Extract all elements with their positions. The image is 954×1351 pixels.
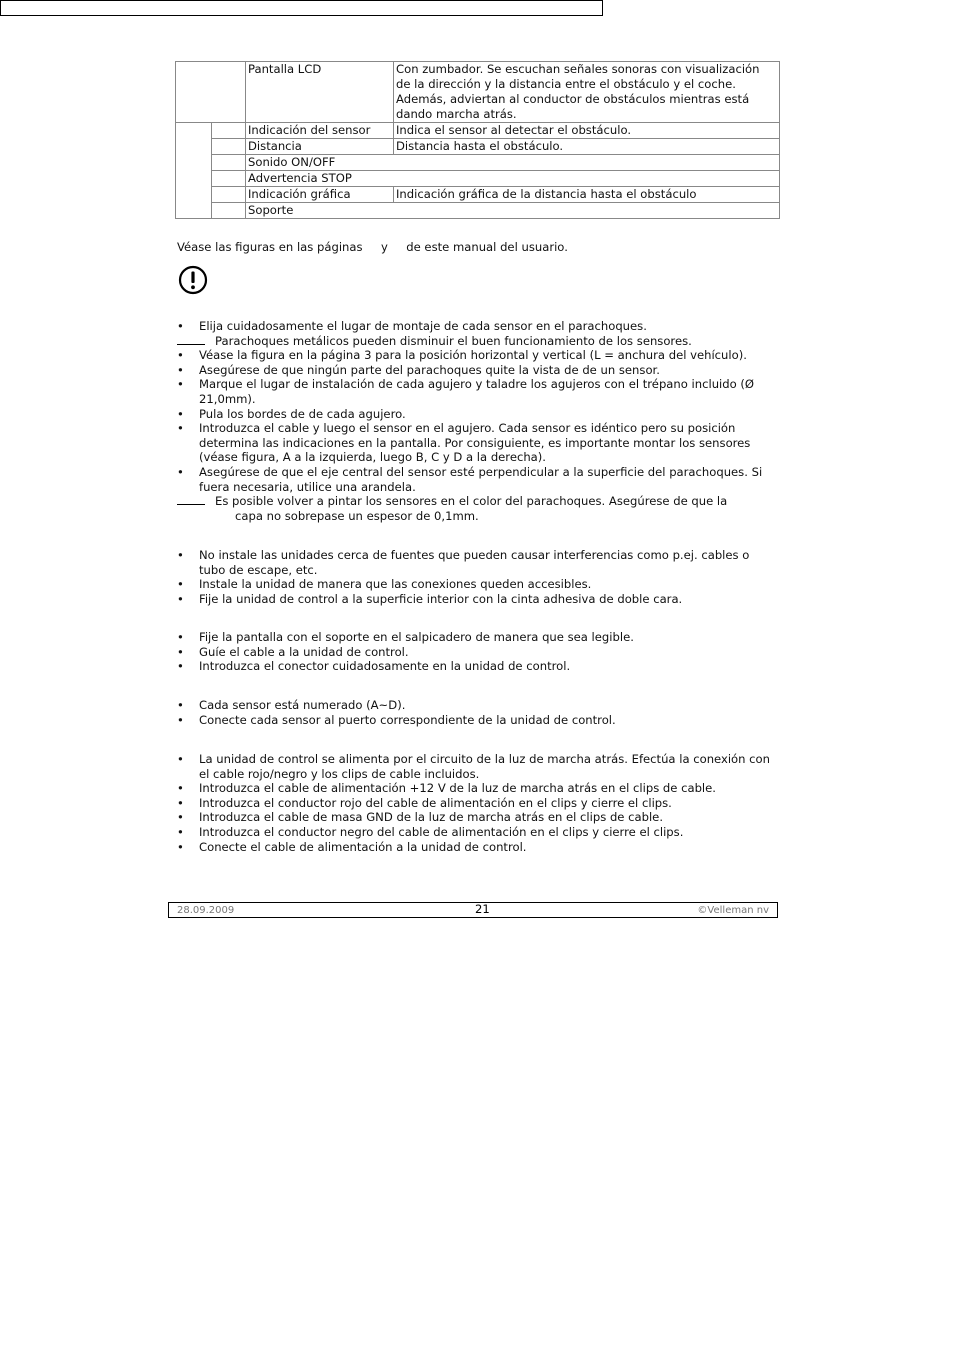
- bullet-icon: •: [177, 591, 184, 606]
- footer-date: 28.09.2009: [177, 905, 235, 916]
- list-item-text: Fije la pantalla con el soporte en el salpicadero de manera que sea legible.: [199, 630, 634, 644]
- list-item-text: Introduzca el conductor rojo del cable de alimentación en el clips y cierre el clips.: [199, 795, 672, 810]
- list-item: [177, 319, 777, 334]
- list-item-text: Pula los bordes de de cada agujero.: [199, 406, 406, 421]
- note-text-continued: capa no sobrepase un espesor de 0,1mm.: [235, 508, 479, 523]
- bullet-icon: •: [177, 824, 184, 839]
- header-box: [0, 0, 603, 16]
- note-item: [177, 334, 777, 349]
- list-item: [177, 713, 777, 728]
- list-item-text: No instale las unidades cerca de fuentes que pueden causar interferencias como p.ej. cables o tubo de escape, etc.: [199, 548, 750, 577]
- list-item-text: Fije la unidad de control a la superficie interior con la cinta adhesiva de doble cara.: [199, 591, 683, 606]
- list-item: [177, 377, 777, 406]
- note-item: [177, 494, 777, 523]
- bullet-icon: •: [177, 752, 184, 766]
- note-text: Parachoques metálicos pueden disminuir el buen funcionamiento de los sensores.: [215, 333, 692, 348]
- note-text: Es posible volver a pintar los sensores en el color del parachoques. Asegúrese de que la: [215, 494, 728, 509]
- table-cell-desc: Indicación gráfica de la distancia hasta el obstáculo: [394, 187, 780, 203]
- control-unit-list: [177, 548, 777, 606]
- list-item: [177, 840, 777, 855]
- exclamation-circle-icon: [178, 265, 208, 299]
- list-item: [177, 592, 777, 607]
- list-item-text: Introduzca el conductor negro del cable de alimentación en el clips y cierre el clips.: [199, 824, 684, 839]
- table-row: [176, 155, 780, 171]
- table-row: [176, 62, 780, 123]
- bullet-icon: •: [177, 698, 184, 712]
- list-item-text: Cada sensor está numerado (A~D).: [199, 698, 406, 712]
- bullet-icon: •: [177, 377, 184, 392]
- list-item: [177, 465, 777, 494]
- list-item-text: Instale la unidad de manera que las conexiones queden accesibles.: [199, 577, 592, 592]
- table-cell-label: Distancia: [246, 139, 394, 155]
- table-cell-label: Indicación gráfica: [246, 187, 394, 203]
- bullet-icon: •: [177, 839, 184, 854]
- bullet-icon: •: [177, 421, 184, 436]
- spec-table: [175, 61, 780, 219]
- list-item-text: Introduzca el conector cuidadosamente en la unidad de control.: [199, 659, 571, 674]
- bullet-icon: •: [177, 659, 184, 674]
- footer-copyright: ©Velleman nv: [697, 905, 769, 916]
- list-item: [177, 825, 777, 840]
- list-item-text: Marque el lugar de instalación de cada agujero y taladre los agujeros con el trépano incluido (Ø 21,0mm).: [199, 377, 755, 406]
- table-cell-desc: Distancia hasta el obstáculo.: [394, 139, 780, 155]
- list-item: [177, 407, 777, 422]
- table-cell-desc: Indica el sensor al detectar el obstáculo.: [394, 123, 780, 139]
- list-item: [177, 348, 777, 363]
- table-cell-desc: Con zumbador. Se escuchan señales sonoras con visualización de la dirección y la distancia entre el obstáculo y el coche. Además, adviertan al conductor de obstáculos mientras está dando marcha atrás.: [394, 62, 780, 123]
- list-item-text: Introduzca el cable de alimentación +12 V de la luz de marcha atrás en el clips de cable.: [199, 781, 716, 796]
- footer: [168, 902, 778, 918]
- bullet-icon: •: [177, 644, 184, 659]
- list-item: [177, 577, 777, 592]
- list-item: [177, 548, 777, 577]
- note-rule: [177, 504, 205, 505]
- list-item: [177, 630, 777, 645]
- page-number: 21: [475, 902, 490, 916]
- list-item-text: La unidad de control se alimenta por el circuito de la luz de marcha atrás. Efectúa la conexión con el cable rojo/negro y los clips de cable incluidos.: [199, 752, 770, 781]
- bullet-icon: •: [177, 712, 184, 727]
- list-item: [177, 752, 777, 781]
- bullet-icon: •: [177, 464, 184, 479]
- list-item: [177, 796, 777, 811]
- bullet-icon: •: [177, 781, 184, 796]
- list-item: [177, 810, 777, 825]
- list-item: [177, 363, 777, 378]
- bullet-icon: •: [177, 362, 184, 377]
- list-item-text: Conecte el cable de alimentación a la unidad de control.: [199, 839, 527, 854]
- sensor-install-list: [177, 319, 777, 523]
- table-row: [176, 187, 780, 203]
- display-list: [177, 630, 777, 674]
- bullet-icon: •: [177, 406, 184, 421]
- table-cell-label: Sonido ON/OFF: [246, 155, 780, 171]
- bullet-icon: •: [177, 319, 184, 333]
- intro-text: Véase las figuras en las páginas y de este manual del usuario.: [177, 240, 568, 254]
- list-item-text: Véase la figura en la página 3 para la posición horizontal y vertical (L = anchura del vehículo).: [199, 348, 747, 363]
- bullet-icon: •: [177, 630, 184, 644]
- list-item-text: Introduzca el cable y luego el sensor en el agujero. Cada sensor es idéntico pero su posición determina las indicaciones en la pantalla. Por consiguiente, es importante montar los sensores (véase figura, A a la izquierda, luego B, C y D a la derecha).: [199, 421, 751, 465]
- note-rule: [177, 344, 205, 345]
- list-item-text: Asegúrese de que el eje central del sensor esté perpendicular a la superficie del parachoques. Si fuera necesaria, utilice una arandela.: [199, 464, 763, 494]
- table-cell-label: Indicación del sensor: [246, 123, 394, 139]
- list-item-text: Introduzca el cable de masa GND de la luz de marcha atrás en el clips de cable.: [199, 810, 664, 825]
- bullet-icon: •: [177, 348, 184, 363]
- list-item: [177, 659, 777, 674]
- bullet-icon: •: [177, 577, 184, 592]
- list-item: [177, 421, 777, 465]
- sensor-connection-list: [177, 698, 777, 727]
- list-item-text: Elija cuidadosamente el lugar de montaje de cada sensor en el parachoques.: [199, 319, 647, 333]
- bullet-icon: •: [177, 810, 184, 825]
- list-item: [177, 645, 777, 660]
- bullet-icon: •: [177, 548, 184, 562]
- table-cell-label: Soporte: [246, 203, 780, 219]
- table-cell-label: Pantalla LCD: [246, 62, 394, 123]
- list-item-text: Conecte cada sensor al puerto correspondiente de la unidad de control.: [199, 712, 616, 727]
- power-connection-list: [177, 752, 777, 854]
- list-item-text: Asegúrese de que ningún parte del parachoques quite la vista de de un sensor.: [199, 362, 660, 377]
- table-row: [176, 123, 780, 139]
- bullet-icon: •: [177, 795, 184, 810]
- list-item-text: Guíe el cable a la unidad de control.: [199, 644, 409, 659]
- table-row: [176, 203, 780, 219]
- table-cell-label: Advertencia STOP: [246, 171, 780, 187]
- list-item: [177, 698, 777, 713]
- table-row: [176, 139, 780, 155]
- table-row: [176, 171, 780, 187]
- list-item: [177, 781, 777, 796]
